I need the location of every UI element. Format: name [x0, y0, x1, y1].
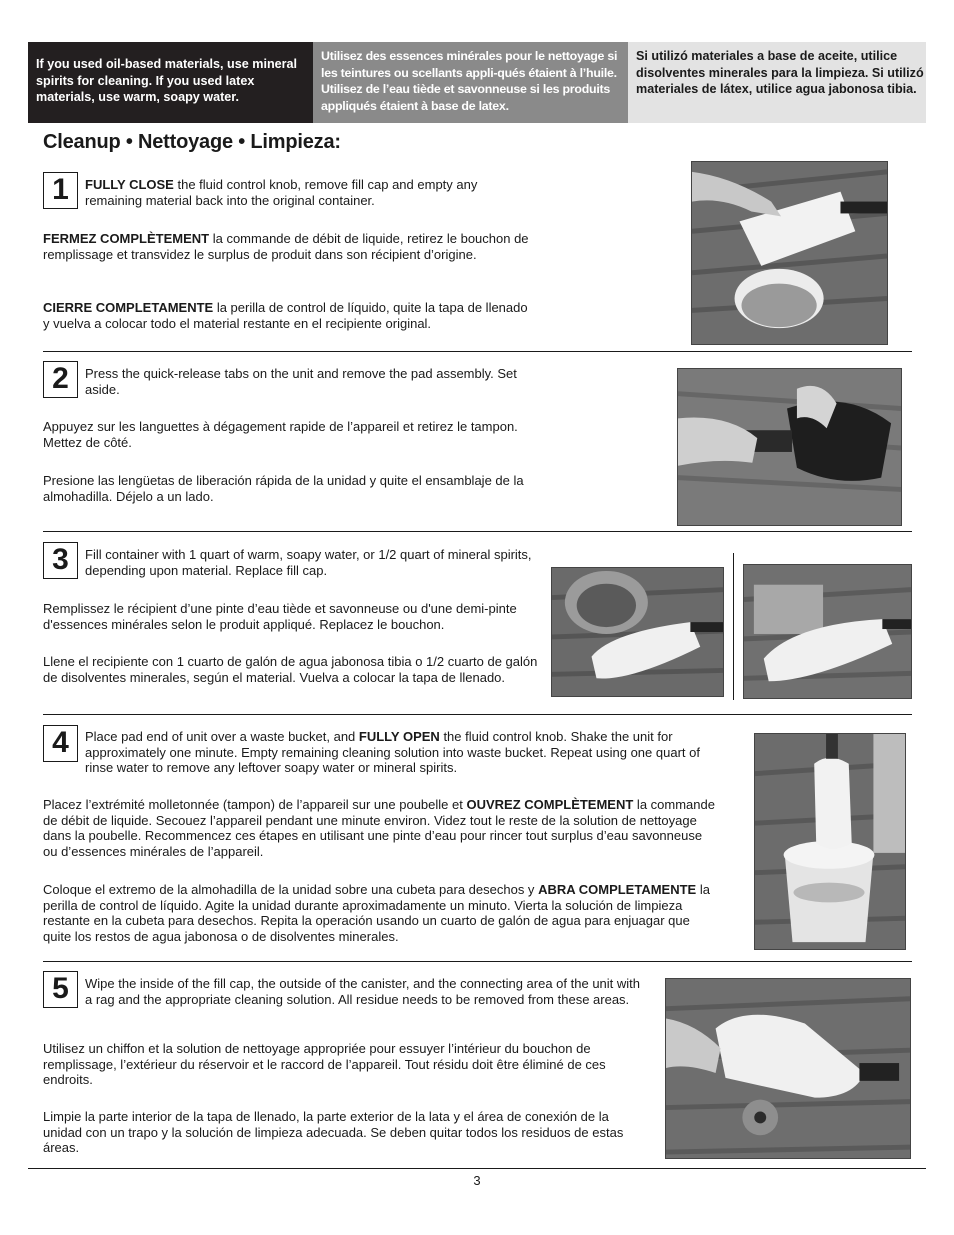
step-5-number: 5 — [43, 971, 78, 1008]
step-5-text-es: Limpie la parte interior de la tapa de llenado, la parte exterior de la lata y el área de conexión de la unidad con un trapo y la solución de limpieza adecuada. Se deben quitar todos los residuos de estas áreas. — [43, 1109, 624, 1155]
step-5-text-en: Wipe the inside of the fill cap, the outside of the canister, and the connecting area of the unit with a rag and the appropriate cleaning solution. All residue needs to be removed from these areas. — [85, 976, 641, 1007]
header-note-spanish: Si utilizó materiales a base de aceite, utilice disolventes minerales para la limpieza. Si utilizó materiales de látex, utilice agua jabonosa tibia. — [628, 42, 926, 123]
step-3-text-en: Fill container with 1 quart of warm, soapy water, or 1/2 quart of mineral spirits, depending upon material. Replace fill cap. — [85, 547, 532, 578]
section-title: Cleanup • Nettoyage • Limpieza: — [43, 131, 341, 153]
step-3-photo-b — [743, 564, 912, 699]
step-2-number: 2 — [43, 361, 78, 398]
step-5-text-fr: Utilisez un chiffon et la solution de nettoyage appropriée pour essuyer l’intérieur du bouchon de remplissage, l’extérieur du réservoir et le raccord de l’appareil. Tout résidu doit être éliminé de ces endroits. — [43, 1041, 606, 1087]
step-3-number: 3 — [43, 542, 78, 579]
step-1-number: 1 — [43, 172, 78, 209]
step-2-text-en: Press the quick-release tabs on the unit and remove the pad assembly. Set aside. — [85, 366, 517, 397]
step-3-divider — [43, 714, 912, 715]
step-3-photo-divider — [733, 553, 734, 700]
step-2-photo — [677, 368, 902, 526]
step-2-text-es: Presione las lengüetas de liberación rápida de la unidad y quite el ensamblaje de la almohadilla. Déjelo a un lado. — [43, 473, 524, 504]
page-number: 3 — [473, 1173, 481, 1188]
step-1-text-fr: FERMEZ COMPLÈTEMENT la commande de débit de liquide, retirez le bouchon de remplissage et transvidez le surplus de produit dans son récipient d’origine. — [43, 231, 529, 262]
step-1-text-es: CIERRE COMPLETAMENTE la perilla de control de líquido, quite la tapa de llenado y vuelva a colocar todo el material restante en el recipiente original. — [43, 300, 528, 331]
step-4-divider — [43, 961, 912, 962]
step-4-text-es: Coloque el extremo de la almohadilla de la unidad sobre una cubeta para desechos y ABRA COMPLETAMENTE la perilla de control de líquido. Agite la unidad durante aproximadamente un minuto. Vierta la solución de limpieza restante en la cubeta para desechos. Repita la operación usando un cuarto de galón de agua para enjuagar que quite los restos de agua jabonosa o de disolventes minerales. — [43, 882, 710, 944]
step-5-photo — [665, 978, 911, 1159]
step-4-text-en: Place pad end of unit over a waste bucket, and FULLY OPEN the fluid control knob. Shake the unit for approximately one minute. Empty remaining cleaning solution into waste bucket. Repeat using one quart of rinse water to remove any leftover soapy water or mineral spirits. — [85, 729, 700, 775]
step-2-text-fr: Appuyez sur les languettes à dégagement rapide de l’appareil et retirez le tampon. Mettez de côté. — [43, 419, 518, 450]
step-3-photo-a — [551, 567, 724, 697]
step-1-photo — [691, 161, 888, 345]
step-1-divider — [43, 351, 912, 352]
step-3-text-fr: Remplissez le récipient d’une pinte d’eau tiède et savonneuse ou d'une demi-pinte d'essences minérales selon le produit appliqué. Replacez le bouchon. — [43, 601, 517, 632]
step-1-text-en: FULLY CLOSE the fluid control knob, remove fill cap and empty any remaining material back into the original container. — [85, 177, 478, 208]
step-4-text-fr: Placez l’extrémité molletonnée (tampon) de l’appareil sur une poubelle et OUVREZ COMPLÈTEMENT la commande de débit de liquide. Secouez l’appareil pendant une minute environ. Videz tout le reste de la solution de nettoyage dans la poubelle. Recommencez ces étapes en utilisant une pinte d’eau pour rincer tout surplus d’eau savonneuse ou d’essences minérales de l’appareil. — [43, 797, 715, 859]
step-4-number: 4 — [43, 725, 78, 762]
step-4-photo — [754, 733, 906, 950]
header-note-english: If you used oil-based materials, use mineral spirits for cleaning. If you used latex materials, use warm, soapy water. — [28, 42, 313, 123]
page-footer-rule — [28, 1168, 926, 1169]
step-2-divider — [43, 531, 912, 532]
step-3-text-es: Llene el recipiente con 1 cuarto de galón de agua jabonosa tibia o 1/2 cuarto de galón de disolventes minerales, según el material. Vuelva a colocar la tapa de llenado. — [43, 654, 538, 685]
header-note-french: Utilisez des essences minérales pour le nettoyage si les teintures ou scellants appli-qués étaient à l’huile. Utilisez de l’eau tiède et savonneuse si les produits appliqués étaient à base de latex. — [313, 42, 628, 123]
